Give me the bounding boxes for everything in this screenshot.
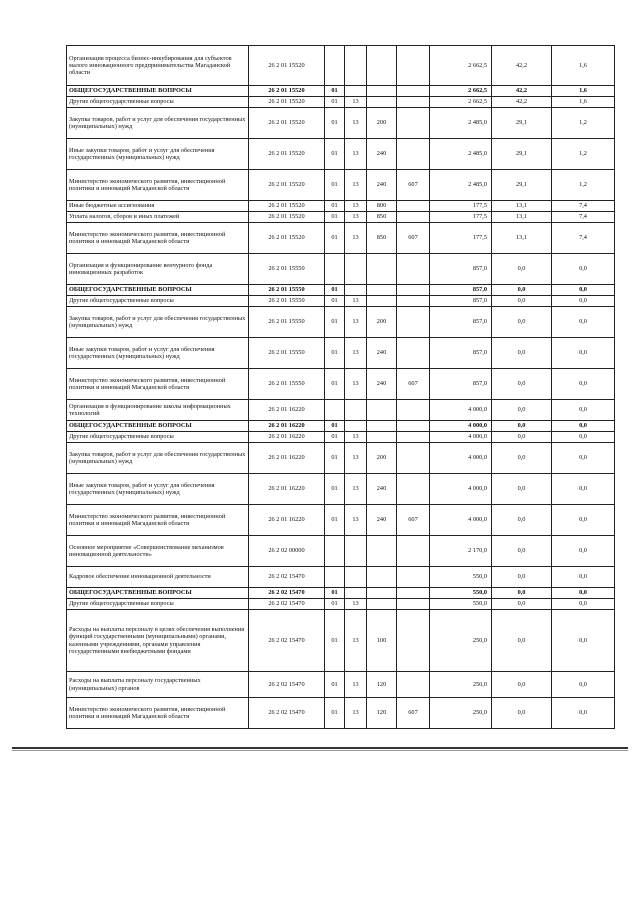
row-administrator-code: [397, 599, 430, 610]
row-subsection: 13: [345, 443, 367, 474]
table-row: [67, 223, 615, 254]
row-execution-percent: 1,2: [552, 108, 615, 139]
row-execution-percent: 0,0: [552, 474, 615, 505]
row-target-code: 26 2 02 15470: [249, 567, 325, 588]
row-target-code: 26 2 01 15550: [249, 285, 325, 296]
row-execution-percent: 1,6: [552, 86, 615, 97]
table-row: [67, 369, 615, 400]
table-row: [67, 610, 615, 672]
row-plan-value: 550,0: [430, 599, 492, 610]
table-row: [67, 296, 615, 307]
row-target-code: 26 2 02 15470: [249, 698, 325, 729]
row-expense-type: [367, 86, 397, 97]
row-plan-value: 550,0: [430, 567, 492, 588]
row-name: Министерство экономического развития, инвестиционной политики и инноваций Магаданской области: [67, 505, 249, 536]
row-plan-value: 4 000,0: [430, 474, 492, 505]
table-row: [67, 46, 615, 86]
row-subsection: 13: [345, 223, 367, 254]
row-name: ОБЩЕГОСУДАРСТВЕННЫЕ ВОПРОСЫ: [67, 588, 249, 599]
row-execution-percent: 0,0: [552, 369, 615, 400]
row-subsection: 13: [345, 432, 367, 443]
table-row: [67, 443, 615, 474]
row-expense-type: [367, 421, 397, 432]
table-row: [67, 599, 615, 610]
row-plan-value: 4 000,0: [430, 421, 492, 432]
row-subsection: [345, 536, 367, 567]
row-plan-value: 177,5: [430, 201, 492, 212]
row-target-code: 26 2 01 15520: [249, 170, 325, 201]
table-row: [67, 86, 615, 97]
row-expense-type: 240: [367, 139, 397, 170]
row-name: Кадровое обеспечение инновационной деятельности: [67, 567, 249, 588]
row-subsection: 13: [345, 338, 367, 369]
budget-table-page: [66, 45, 614, 729]
row-execution-percent: 0,0: [552, 296, 615, 307]
row-plan-value: 857,0: [430, 307, 492, 338]
row-administrator-code: 607: [397, 369, 430, 400]
row-executed-value: 13,1: [492, 201, 552, 212]
row-administrator-code: [397, 567, 430, 588]
row-section: 01: [325, 421, 345, 432]
row-target-code: 26 2 02 15470: [249, 672, 325, 698]
row-execution-percent: 0,0: [552, 285, 615, 296]
row-administrator-code: [397, 421, 430, 432]
row-executed-value: 0,0: [492, 536, 552, 567]
row-expense-type: 240: [367, 505, 397, 536]
row-executed-value: 0,0: [492, 588, 552, 599]
row-administrator-code: [397, 672, 430, 698]
row-name: Закупка товаров, работ и услуг для обеспечения государственных (муниципальных) нужд: [67, 108, 249, 139]
row-execution-percent: 0,0: [552, 567, 615, 588]
row-expense-type: 850: [367, 212, 397, 223]
row-execution-percent: 0,0: [552, 599, 615, 610]
row-administrator-code: [397, 139, 430, 170]
row-plan-value: 857,0: [430, 285, 492, 296]
row-executed-value: 42,2: [492, 86, 552, 97]
row-plan-value: 2 662,5: [430, 97, 492, 108]
table-row: [67, 285, 615, 296]
row-name: Основное мероприятие «Совершенствование механизмов инновационной деятельности»: [67, 536, 249, 567]
row-name: Иные закупки товаров, работ и услуг для обеспечения государственных (муниципальных) нужд: [67, 139, 249, 170]
row-execution-percent: 0,0: [552, 610, 615, 672]
row-section: 01: [325, 672, 345, 698]
row-expense-type: [367, 400, 397, 421]
row-section: 01: [325, 201, 345, 212]
row-target-code: 26 2 01 15520: [249, 212, 325, 223]
row-plan-value: 4 000,0: [430, 400, 492, 421]
row-subsection: [345, 421, 367, 432]
page-bottom-rule-shadow: [12, 750, 628, 751]
row-executed-value: 42,2: [492, 97, 552, 108]
row-execution-percent: 1,6: [552, 97, 615, 108]
row-section: 01: [325, 139, 345, 170]
row-target-code: 26 2 01 15550: [249, 254, 325, 285]
row-execution-percent: 0,0: [552, 338, 615, 369]
row-section: 01: [325, 443, 345, 474]
table-row: [67, 338, 615, 369]
row-plan-value: 2 662,5: [430, 46, 492, 86]
row-administrator-code: [397, 212, 430, 223]
row-target-code: 26 2 01 15550: [249, 369, 325, 400]
row-executed-value: 0,0: [492, 296, 552, 307]
row-administrator-code: [397, 443, 430, 474]
row-plan-value: 2 170,0: [430, 536, 492, 567]
row-target-code: 26 2 02 15470: [249, 588, 325, 599]
row-executed-value: 29,1: [492, 170, 552, 201]
row-administrator-code: 607: [397, 223, 430, 254]
row-plan-value: 4 000,0: [430, 443, 492, 474]
row-executed-value: 0,0: [492, 307, 552, 338]
row-subsection: 13: [345, 369, 367, 400]
row-name: Уплата налогов, сборов и иных платежей: [67, 212, 249, 223]
row-execution-percent: 1,6: [552, 46, 615, 86]
table-row: [67, 421, 615, 432]
row-subsection: 13: [345, 698, 367, 729]
row-section: [325, 536, 345, 567]
row-name: Закупка товаров, работ и услуг для обеспечения государственных (муниципальных) нужд: [67, 443, 249, 474]
row-subsection: 13: [345, 97, 367, 108]
row-administrator-code: [397, 474, 430, 505]
row-target-code: 26 2 01 15520: [249, 86, 325, 97]
table-row: [67, 474, 615, 505]
row-execution-percent: 0,0: [552, 421, 615, 432]
row-administrator-code: [397, 254, 430, 285]
row-target-code: 26 2 01 15520: [249, 97, 325, 108]
row-target-code: 26 2 02 15470: [249, 610, 325, 672]
row-name: Министерство экономического развития, инвестиционной политики и инноваций Магаданской области: [67, 369, 249, 400]
row-subsection: [345, 46, 367, 86]
row-name: Иные закупки товаров, работ и услуг для обеспечения государственных (муниципальных) нужд: [67, 474, 249, 505]
row-subsection: 13: [345, 610, 367, 672]
row-target-code: 26 2 01 15550: [249, 338, 325, 369]
table-row: [67, 108, 615, 139]
row-executed-value: 13,1: [492, 212, 552, 223]
row-administrator-code: [397, 536, 430, 567]
row-plan-value: 4 000,0: [430, 432, 492, 443]
row-expense-type: [367, 285, 397, 296]
row-expense-type: [367, 588, 397, 599]
row-subsection: 13: [345, 108, 367, 139]
row-administrator-code: [397, 86, 430, 97]
row-section: 01: [325, 285, 345, 296]
row-administrator-code: [397, 201, 430, 212]
row-administrator-code: 607: [397, 170, 430, 201]
table-row: [67, 254, 615, 285]
row-plan-value: 857,0: [430, 296, 492, 307]
row-target-code: 26 2 01 15520: [249, 108, 325, 139]
row-execution-percent: 0,0: [552, 536, 615, 567]
row-name: Другие общегосударственные вопросы: [67, 97, 249, 108]
row-administrator-code: [397, 296, 430, 307]
row-execution-percent: 0,0: [552, 432, 615, 443]
row-executed-value: 0,0: [492, 474, 552, 505]
row-target-code: 26 2 01 16220: [249, 400, 325, 421]
row-expense-type: 240: [367, 170, 397, 201]
row-name: Министерство экономического развития, инвестиционной политики и инноваций Магаданской области: [67, 223, 249, 254]
row-target-code: 26 2 01 15550: [249, 296, 325, 307]
row-subsection: [345, 588, 367, 599]
row-name: Министерство экономического развития, инвестиционной политики и инноваций Магаданской области: [67, 170, 249, 201]
row-expense-type: 200: [367, 307, 397, 338]
row-target-code: 26 2 01 16220: [249, 474, 325, 505]
row-plan-value: 250,0: [430, 698, 492, 729]
row-expense-type: 100: [367, 610, 397, 672]
row-section: 01: [325, 170, 345, 201]
row-section: 01: [325, 338, 345, 369]
row-plan-value: 857,0: [430, 254, 492, 285]
row-executed-value: 42,2: [492, 46, 552, 86]
row-name: Иные бюджетные ассигнования: [67, 201, 249, 212]
table-row: [67, 307, 615, 338]
row-execution-percent: 1,2: [552, 139, 615, 170]
row-execution-percent: 0,0: [552, 254, 615, 285]
row-executed-value: 0,0: [492, 400, 552, 421]
row-executed-value: 0,0: [492, 599, 552, 610]
row-target-code: 26 2 01 15520: [249, 201, 325, 212]
row-plan-value: 177,5: [430, 212, 492, 223]
row-execution-percent: 0,0: [552, 505, 615, 536]
row-subsection: [345, 254, 367, 285]
row-execution-percent: 7,4: [552, 223, 615, 254]
row-executed-value: 0,0: [492, 567, 552, 588]
row-plan-value: 2 485,0: [430, 139, 492, 170]
row-section: 01: [325, 474, 345, 505]
row-subsection: 13: [345, 599, 367, 610]
row-execution-percent: 7,4: [552, 201, 615, 212]
row-section: 01: [325, 296, 345, 307]
row-subsection: [345, 567, 367, 588]
row-section: [325, 254, 345, 285]
row-expense-type: [367, 599, 397, 610]
row-name: Расходы на выплаты персоналу в целях обеспечения выполнения функций государственными (муниципальными) органами, казенными учреждениями, органами управления государственными внебюджетными фондами: [67, 610, 249, 672]
row-name: ОБЩЕГОСУДАРСТВЕННЫЕ ВОПРОСЫ: [67, 421, 249, 432]
row-expense-type: 240: [367, 338, 397, 369]
row-section: 01: [325, 505, 345, 536]
row-subsection: [345, 86, 367, 97]
row-execution-percent: 0,0: [552, 698, 615, 729]
row-plan-value: 177,5: [430, 223, 492, 254]
row-plan-value: 857,0: [430, 369, 492, 400]
row-executed-value: 29,1: [492, 108, 552, 139]
row-name: Организация и функционирование венчурного фонда инновационных разработок: [67, 254, 249, 285]
row-executed-value: 0,0: [492, 421, 552, 432]
row-section: [325, 400, 345, 421]
row-name: ОБЩЕГОСУДАРСТВЕННЫЕ ВОПРОСЫ: [67, 86, 249, 97]
table-row: [67, 139, 615, 170]
row-section: 01: [325, 307, 345, 338]
row-plan-value: 2 485,0: [430, 170, 492, 201]
row-executed-value: 0,0: [492, 254, 552, 285]
row-subsection: 13: [345, 307, 367, 338]
row-execution-percent: 0,0: [552, 443, 615, 474]
row-administrator-code: [397, 610, 430, 672]
table-row: [67, 212, 615, 223]
row-section: 01: [325, 610, 345, 672]
row-section: [325, 567, 345, 588]
row-expense-type: 120: [367, 672, 397, 698]
row-target-code: 26 2 01 15550: [249, 307, 325, 338]
row-name: Расходы на выплаты персоналу государственных (муниципальных) органов: [67, 672, 249, 698]
table-row: [67, 567, 615, 588]
row-section: 01: [325, 369, 345, 400]
table-row: [67, 170, 615, 201]
row-executed-value: 0,0: [492, 443, 552, 474]
row-administrator-code: [397, 108, 430, 139]
table-row: [67, 588, 615, 599]
row-executed-value: 0,0: [492, 285, 552, 296]
row-section: 01: [325, 108, 345, 139]
row-expense-type: [367, 46, 397, 86]
row-section: 01: [325, 223, 345, 254]
row-target-code: 26 2 01 15520: [249, 46, 325, 86]
page-bottom-rule: [12, 747, 628, 749]
row-expense-type: 240: [367, 474, 397, 505]
row-plan-value: 4 000,0: [430, 505, 492, 536]
row-target-code: 26 2 01 16220: [249, 421, 325, 432]
row-administrator-code: 607: [397, 505, 430, 536]
row-plan-value: 250,0: [430, 672, 492, 698]
row-executed-value: 13,1: [492, 223, 552, 254]
row-name: Организация и функционирование школы информационных технологий: [67, 400, 249, 421]
row-administrator-code: [397, 97, 430, 108]
row-executed-value: 0,0: [492, 432, 552, 443]
row-subsection: [345, 400, 367, 421]
row-expense-type: [367, 567, 397, 588]
row-administrator-code: [397, 338, 430, 369]
table-row: [67, 400, 615, 421]
table-row: [67, 536, 615, 567]
row-subsection: 13: [345, 474, 367, 505]
row-execution-percent: 0,0: [552, 400, 615, 421]
row-target-code: 26 2 02 00000: [249, 536, 325, 567]
row-administrator-code: [397, 432, 430, 443]
table-row: [67, 201, 615, 212]
row-plan-value: 2 485,0: [430, 108, 492, 139]
row-expense-type: [367, 97, 397, 108]
row-name: Другие общегосударственные вопросы: [67, 432, 249, 443]
row-section: [325, 46, 345, 86]
row-subsection: 13: [345, 201, 367, 212]
row-section: 01: [325, 86, 345, 97]
row-name: Другие общегосударственные вопросы: [67, 296, 249, 307]
row-subsection: 13: [345, 505, 367, 536]
row-target-code: 26 2 01 16220: [249, 432, 325, 443]
row-executed-value: 0,0: [492, 672, 552, 698]
row-section: 01: [325, 212, 345, 223]
budget-table-body: [67, 46, 615, 729]
row-executed-value: 29,1: [492, 139, 552, 170]
table-row: [67, 505, 615, 536]
row-executed-value: 0,0: [492, 698, 552, 729]
row-execution-percent: 7,4: [552, 212, 615, 223]
row-target-code: 26 2 01 15520: [249, 139, 325, 170]
row-executed-value: 0,0: [492, 505, 552, 536]
row-name: Закупка товаров, работ и услуг для обеспечения государственных (муниципальных) нужд: [67, 307, 249, 338]
budget-table: [66, 45, 615, 729]
row-expense-type: 240: [367, 369, 397, 400]
row-subsection: 13: [345, 139, 367, 170]
row-administrator-code: [397, 588, 430, 599]
row-section: 01: [325, 588, 345, 599]
row-target-code: 26 2 02 15470: [249, 599, 325, 610]
row-target-code: 26 2 01 15520: [249, 223, 325, 254]
row-expense-type: 200: [367, 108, 397, 139]
row-expense-type: [367, 254, 397, 285]
row-expense-type: 120: [367, 698, 397, 729]
row-plan-value: 857,0: [430, 338, 492, 369]
row-subsection: [345, 285, 367, 296]
row-execution-percent: 0,0: [552, 588, 615, 599]
row-subsection: 13: [345, 170, 367, 201]
row-executed-value: 0,0: [492, 369, 552, 400]
row-subsection: 13: [345, 672, 367, 698]
row-name: Другие общегосударственные вопросы: [67, 599, 249, 610]
row-administrator-code: [397, 307, 430, 338]
row-target-code: 26 2 01 16220: [249, 505, 325, 536]
row-section: 01: [325, 698, 345, 729]
row-subsection: 13: [345, 212, 367, 223]
row-administrator-code: [397, 46, 430, 86]
row-execution-percent: 1,2: [552, 170, 615, 201]
row-section: 01: [325, 432, 345, 443]
row-expense-type: [367, 296, 397, 307]
row-section: 01: [325, 599, 345, 610]
table-row: [67, 432, 615, 443]
row-expense-type: 200: [367, 443, 397, 474]
row-name: Иные закупки товаров, работ и услуг для обеспечения государственных (муниципальных) нужд: [67, 338, 249, 369]
row-administrator-code: [397, 400, 430, 421]
row-expense-type: [367, 536, 397, 567]
table-row: [67, 97, 615, 108]
row-plan-value: 2 662,5: [430, 86, 492, 97]
row-execution-percent: 0,0: [552, 672, 615, 698]
table-row: [67, 698, 615, 729]
row-plan-value: 550,0: [430, 588, 492, 599]
row-expense-type: 800: [367, 201, 397, 212]
row-administrator-code: 607: [397, 698, 430, 729]
row-plan-value: 250,0: [430, 610, 492, 672]
row-executed-value: 0,0: [492, 338, 552, 369]
row-administrator-code: [397, 285, 430, 296]
row-executed-value: 0,0: [492, 610, 552, 672]
table-row: [67, 672, 615, 698]
row-subsection: 13: [345, 296, 367, 307]
row-execution-percent: 0,0: [552, 307, 615, 338]
row-expense-type: 850: [367, 223, 397, 254]
row-expense-type: [367, 432, 397, 443]
row-name: Министерство экономического развития, инвестиционной политики и инноваций Магаданской области: [67, 698, 249, 729]
row-target-code: 26 2 01 16220: [249, 443, 325, 474]
row-name: ОБЩЕГОСУДАРСТВЕННЫЕ ВОПРОСЫ: [67, 285, 249, 296]
row-name: Организация процесса бизнес-инкубирования для субъектов малого инновационного предпринимательства Магаданской области: [67, 46, 249, 86]
row-section: 01: [325, 97, 345, 108]
